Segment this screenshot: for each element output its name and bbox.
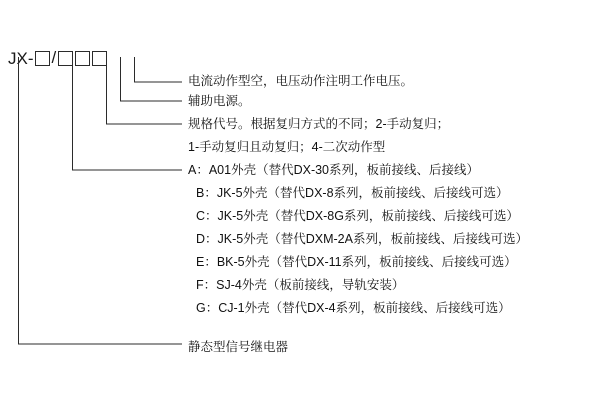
code-box-1[interactable] (35, 51, 50, 66)
note-shell-b: B：JK-5外壳（替代DX-8系列，板前接线、后接线可选） (196, 186, 509, 200)
leader-line-5 (19, 57, 183, 344)
model-code-slash: / (51, 48, 57, 67)
note-aux-power: 辅助电源。 (188, 94, 251, 108)
code-box-4[interactable] (92, 51, 107, 66)
model-code (8, 48, 108, 68)
code-box-2[interactable] (58, 51, 73, 66)
note-product-name: 静态型信号继电器 (188, 340, 289, 354)
model-code-prefix: JX- (8, 48, 34, 68)
note-shell-e: E：BK-5外壳（替代DX-11系列，板前接线、后接线可选） (196, 255, 517, 269)
leader-line-3 (107, 57, 183, 124)
leader-line-1 (135, 57, 183, 82)
leader-line-2 (121, 57, 183, 101)
note-shell-f: F：SJ-4外壳（板前接线，导轨安装） (196, 278, 405, 292)
note-shell-a: A：A01外壳（替代DX-30系列，板前接线、后接线） (188, 163, 480, 177)
note-shell-g: G：CJ-1外壳（替代DX-4系列，板前接线、后接线可选） (196, 301, 511, 315)
note-shell-d: D：JK-5外壳（替代DXM-2A系列，板前接线、后接线可选） (196, 232, 528, 246)
note-shell-c: C：JK-5外壳（替代DX-8G系列，板前接线、后接线可选） (196, 209, 519, 223)
note-spec-code-2: 1-手动复归且动复归；4-二次动作型 (188, 140, 386, 154)
note-current-voltage: 电流动作型空，电压动作注明工作电压。 (188, 74, 414, 88)
note-spec-code-1: 规格代号。根据复归方式的不同；2-手动复归； (188, 117, 450, 131)
leader-line-4 (73, 57, 183, 170)
code-box-3[interactable] (75, 51, 90, 66)
